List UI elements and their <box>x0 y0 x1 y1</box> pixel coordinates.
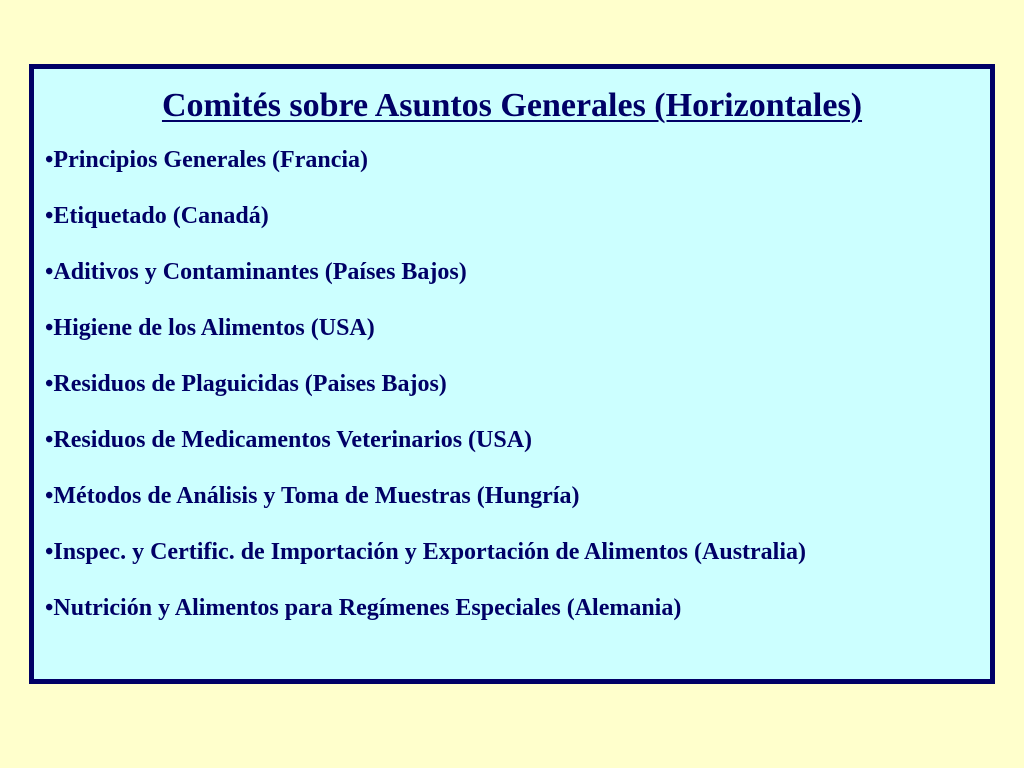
list-item <box>45 369 975 399</box>
list-item <box>45 313 975 343</box>
list-item <box>45 257 975 287</box>
list-item <box>45 537 975 567</box>
list-item-text: Aditivos y Contaminantes (Países Bajos) <box>53 259 467 285</box>
committee-list <box>45 145 975 649</box>
bullet-icon: • <box>45 315 54 341</box>
list-item-text: Principios Generales (Francia) <box>53 147 369 173</box>
list-item-text: Nutrición y Alimentos para Regímenes Especiales (Alemania) <box>53 595 682 621</box>
list-item-text: Etiquetado (Canadá) <box>53 203 269 229</box>
list-item-text: Métodos de Análisis y Toma de Muestras (Hungría) <box>53 483 580 509</box>
bullet-icon: • <box>45 427 54 453</box>
list-item-text: Higiene de los Alimentos (USA) <box>53 315 375 341</box>
bullet-icon: • <box>45 371 54 397</box>
list-item-text: Residuos de Medicamentos Veterinarios (USA) <box>53 427 533 453</box>
slide-title: Comités sobre Asuntos Generales (Horizontales) <box>161 87 863 124</box>
slide-content-box <box>29 64 995 684</box>
list-item <box>45 201 975 231</box>
bullet-icon: • <box>45 147 54 173</box>
bullet-icon: • <box>45 483 54 509</box>
list-item <box>45 425 975 455</box>
bullet-icon: • <box>45 259 54 285</box>
bullet-icon: • <box>45 539 54 565</box>
bullet-icon: • <box>45 595 54 621</box>
list-item-text: Residuos de Plaguicidas (Paises Bajos) <box>53 371 447 397</box>
list-item-text: Inspec. y Certific. de Importación y Exportación de Alimentos (Australia) <box>53 539 807 565</box>
list-item <box>45 481 975 511</box>
list-item <box>45 145 975 175</box>
list-item <box>45 593 975 623</box>
bullet-icon: • <box>45 203 54 229</box>
